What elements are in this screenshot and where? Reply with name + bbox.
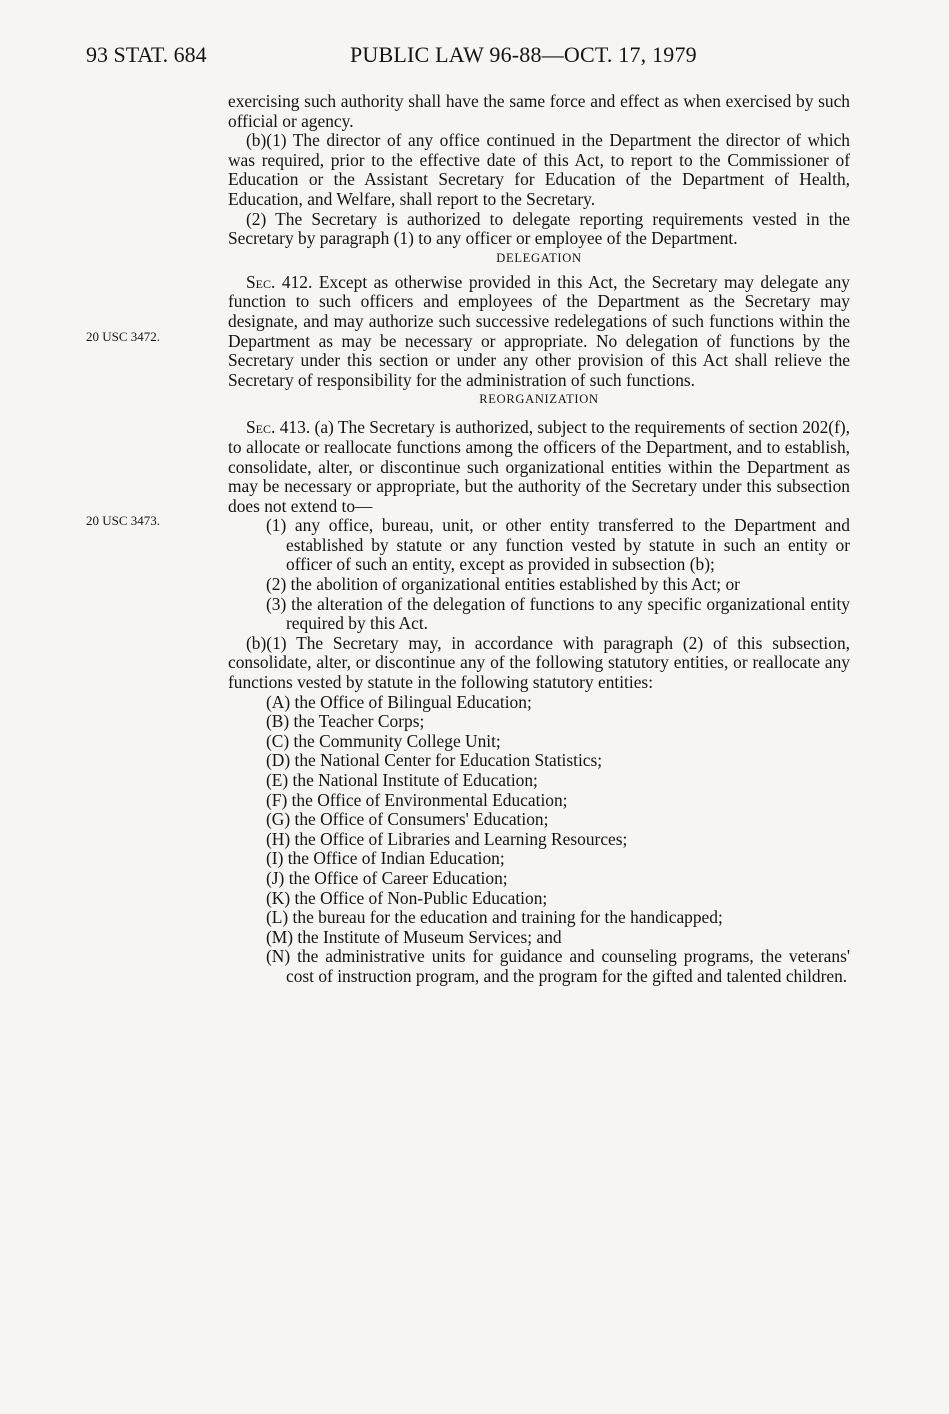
list-item: (2) the abolition of organizational entities established by this Act; or — [266, 574, 740, 595]
paragraph: (b)(1) The director of any office continued in the Department the director of which was required, prior to the effective date of this Act, to report to the Commissioner of Education or the Assistant Secretary for Education of the Department of Health, Education, and Welfare, shall report to the Secretary. — [228, 130, 850, 209]
margin-note-usc-3472: 20 USC 3472. — [86, 329, 161, 344]
list-item: (A) the Office of Bilingual Education; — [266, 691, 532, 712]
section-label: Sec. — [246, 417, 276, 438]
paragraph: (b)(1) The Secretary may, in accordance with paragraph (2) of this subsection, consolidate, alter, or discontinue any of the following statutory entities, or reallocate any functions vested by statute in the following statutory entities: — [228, 632, 850, 693]
list-item: (H) the Office of Libraries and Learning Resources; — [266, 828, 628, 849]
running-title: PUBLIC LAW 96-88—OCT. 17, 1979 — [350, 42, 697, 67]
list-item: (M) the Institute of Museum Services; and — [266, 926, 562, 947]
list-item: (G) the Office of Consumers' Education; — [266, 809, 549, 830]
section-413-paragraph — [228, 418, 850, 516]
list-item: (L) the bureau for the education and training for the handicapped; — [266, 907, 723, 928]
paragraph: (2) The Secretary is authorized to delegate reporting requirements vested in the Secretary by paragraph (1) to any officer or employee of the Department. — [228, 208, 850, 249]
section-heading-delegation: DELEGATION — [496, 250, 582, 265]
margin-note-usc-3473: 20 USC 3473. — [86, 513, 161, 528]
list-item: (N) the administrative units for guidance and counseling programs, the veterans' cost of instruction program, and the program for the gifted and talented children. — [266, 946, 850, 986]
list-item: (K) the Office of Non-Public Education; — [266, 887, 548, 908]
section-413-text: 413. (a) The Secretary is authorized, subject to the requirements of section 202(f), to allocate or reallocate functions among the officers of the Department, and to establish, consolidate, alter, or discontinue such organizational entities within the Department as may be necessary or appropriate, but the authority of the Secretary under this subsection does not extend to— — [228, 417, 850, 516]
section-412-paragraph — [228, 273, 850, 391]
list-item: (D) the National Center for Education Statistics; — [266, 750, 603, 771]
list-item: (E) the National Institute of Education; — [266, 770, 538, 790]
list-item: (F) the Office of Environmental Education; — [266, 789, 568, 810]
document-body — [228, 92, 850, 987]
section-heading-reorganization: REORGANIZATION — [479, 392, 599, 407]
list-item: (I) the Office of Indian Education; — [266, 848, 505, 869]
section-label: Sec. — [246, 271, 276, 292]
section-412-text: 412. Except as otherwise provided in this Act, the Secretary may delegate any function to such officers and employees of the Department as the Secretary may designate, and may authorize such successive redelegations of such functions within the Department as may be necessary or appropriate. No delegation of functions by the Secretary under this section or under any other provision of this Act shall relieve the Secretary of responsibility for the administration of such functions. — [228, 271, 850, 390]
stat-page-reference: 93 STAT. 684 — [86, 42, 207, 67]
list-item: (C) the Community College Unit; — [266, 730, 501, 751]
list-item: (1) any office, bureau, unit, or other entity transferred to the Department and established by statute or any function vested by statute in such an entity or officer of such an entity, except as provided in subsection (b); — [266, 515, 850, 575]
paragraph: exercising such authority shall have the same force and effect as when exercised by such official or agency. — [228, 91, 850, 131]
list-item: (3) the alteration of the delegation of functions to any specific organizational entity required by this Act. — [266, 593, 850, 634]
list-item: (B) the Teacher Corps; — [266, 711, 425, 732]
list-item: (J) the Office of Career Education; — [266, 867, 508, 888]
